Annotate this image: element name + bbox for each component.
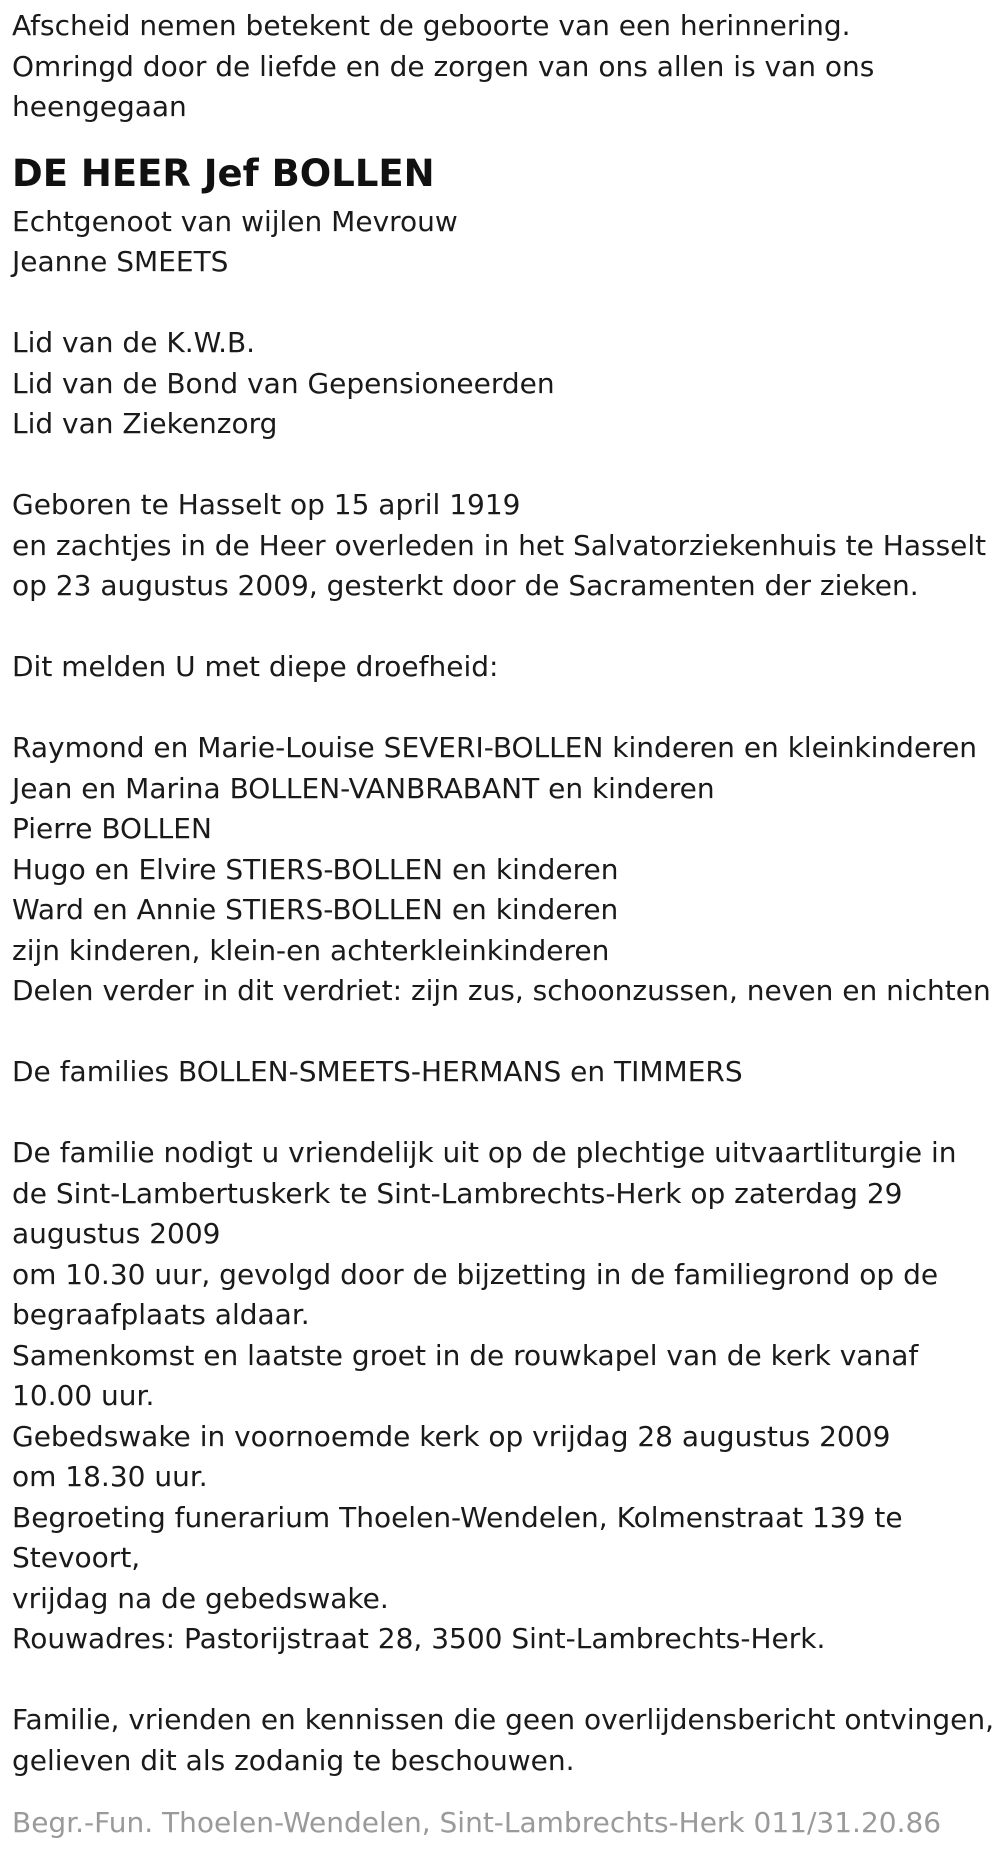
membership-item: Lid van de K.W.B. <box>12 326 256 359</box>
family-member: Pierre BOLLEN <box>12 812 212 845</box>
spacer <box>12 1012 988 1053</box>
intro-line-3: heengegaan <box>12 90 187 123</box>
families-line: De families BOLLEN-SMEETS-HERMANS en TIMMERS <box>12 1055 743 1088</box>
death-line-2: op 23 augustus 2009, gesterkt door de Sacramenten der zieken. <box>12 569 919 602</box>
family-member: zijn kinderen, klein-en achterkleinkinderen <box>12 933 610 967</box>
family-member: Raymond en Marie-Louise SEVERI-BOLLEN kinderen en kleinkinderen <box>12 731 978 764</box>
spacer <box>12 1660 988 1701</box>
membership-item: Lid van de Bond van Gepensioneerden <box>12 366 555 400</box>
intro-line-1: Afscheid nemen betekent de geboorte van een herinnering. <box>12 9 851 42</box>
announcement: Dit melden U met diepe droefheid: <box>12 650 499 683</box>
spacer <box>12 607 988 648</box>
spacer <box>12 1093 988 1134</box>
death-line-1: en zachtjes in de Heer overleden in het Salvatorziekenhuis te Hasselt <box>12 528 987 562</box>
closing-line-1: Familie, vrienden en kennissen die geen overlijdensbericht ontvingen, <box>12 1703 995 1736</box>
deceased-name: DE HEER Jef BOLLEN <box>12 151 435 195</box>
family-member: Hugo en Elvire STIERS-BOLLEN en kinderen <box>12 852 619 886</box>
closing-line-2: gelieven dit als zodanig te beschouwen. <box>12 1743 575 1777</box>
greeting-time: vrijdag na de gebedswake. <box>12 1581 389 1615</box>
spouse-line-1: Echtgenoot van wijlen Mevrouw <box>12 204 458 238</box>
mourning-address: Rouwadres: Pastorijstraat 28, 3500 Sint-Lambrechts-Herk. <box>12 1622 826 1655</box>
family-member: Jean en Marina BOLLEN-VANBRABANT en kinderen <box>12 771 715 805</box>
membership-item: Lid van Ziekenzorg <box>12 407 278 440</box>
ceremony-time: om 10.30 uur, gevolgd door de bijzetting in de familiegrond op de begraafplaats aldaar. <box>12 1257 939 1331</box>
wake-info: Gebedswake in voornoemde kerk op vrijdag 28 augustus 2009 <box>12 1419 891 1453</box>
spouse-line-2: Jeanne SMEETS <box>12 245 229 278</box>
family-member: Delen verder in dit verdriet: zijn zus, schoonzussen, neven en nichten <box>12 974 991 1007</box>
birth-line: Geboren te Hasselt op 15 april 1919 <box>12 488 521 521</box>
spacer <box>12 283 988 324</box>
funeral-home-footer: Begr.-Fun. Thoelen-Wendelen, Sint-Lambrechts-Herk 011/31.20.86 <box>12 1806 942 1839</box>
greeting-info: Begroeting funerarium Thoelen-Wendelen, Kolmenstraat 139 te Stevoort, <box>12 1500 903 1574</box>
intro-line-2: Omringd door de liefde en de zorgen van ons allen is van ons <box>12 49 875 83</box>
spacer <box>12 445 988 486</box>
ceremony-invite: De familie nodigt u vriendelijk uit op de plechtige uitvaartliturgie in de Sint-Lambertuskerk te Sint-Lambrechts-Herk op zaterdag 29 augustus 2009 <box>12 1136 957 1250</box>
family-member: Ward en Annie STIERS-BOLLEN en kinderen <box>12 893 619 926</box>
spacer <box>12 688 988 729</box>
gathering-info: Samenkomst en laatste groet in de rouwkapel van de kerk vanaf 10.00 uur. <box>12 1338 919 1412</box>
wake-time: om 18.30 uur. <box>12 1460 208 1493</box>
